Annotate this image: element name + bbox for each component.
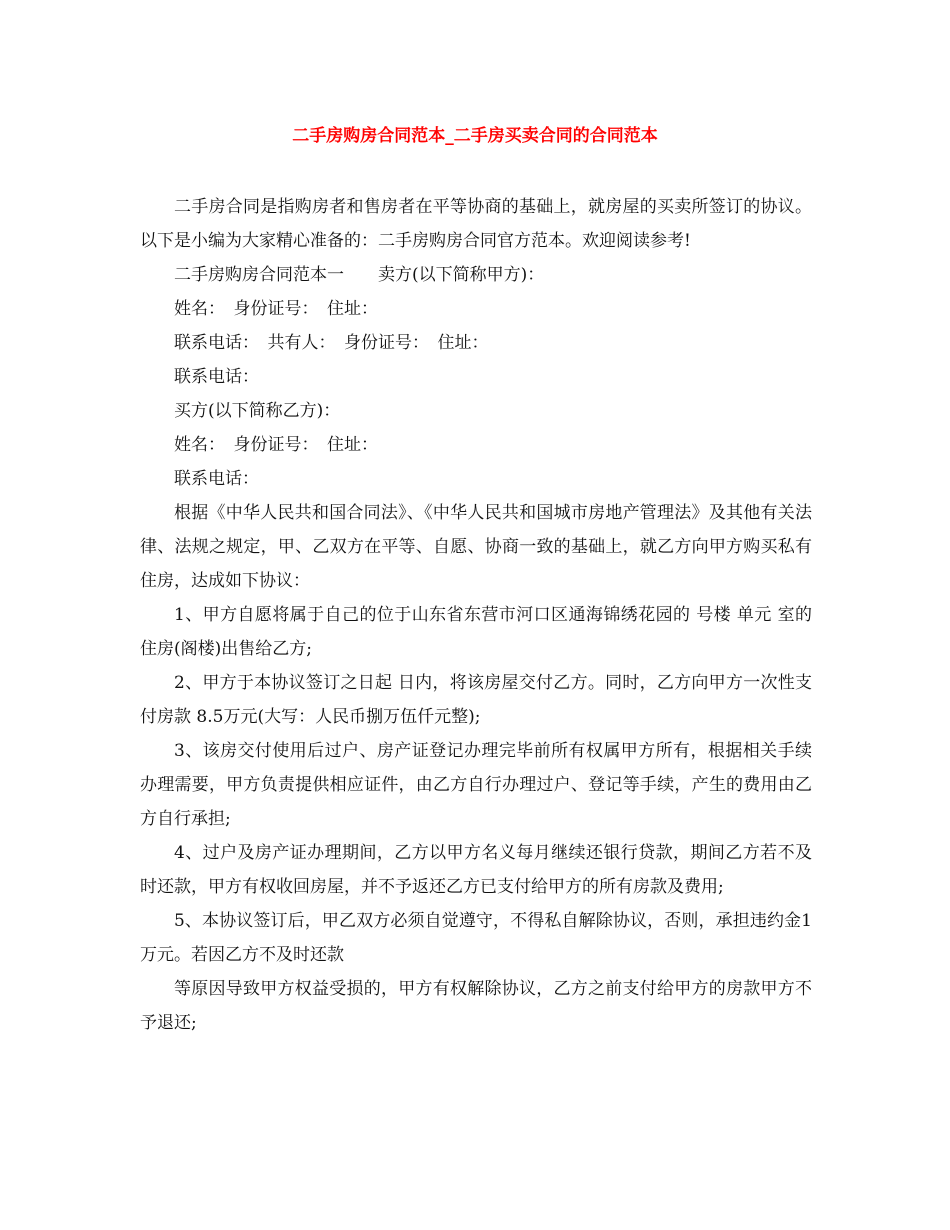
paragraph-buyer-contact: 联系电话： <box>174 469 259 489</box>
paragraph-clause-4: 4、过户及房产证办理期间，乙方以甲方名义每月继续还银行贷款，期间乙方若不及时还款，甲方有权收回房屋，并不予返还乙方已支付给甲方的所有房款及费用; <box>140 843 812 897</box>
paragraph-seller-name: 姓名： 身份证号： 住址： <box>174 299 378 319</box>
paragraph-buyer-name: 姓名： 身份证号： 住址： <box>174 435 378 455</box>
paragraph-clause-3: 3、该房交付使用后过户、房产证登记办理完毕前所有权属甲方所有，根据相关手续办理需要，甲方负责提供相应证件，由乙方自行办理过户、登记等手续，产生的费用由乙方自行承担; <box>140 741 812 829</box>
document-body <box>140 190 812 1040</box>
document-title: 二手房购房合同范本_二手房买卖合同的合同范本 <box>292 126 658 146</box>
paragraph-seller-contact: 联系电话： 共有人： 身份证号： 住址： <box>174 333 489 353</box>
paragraph-buyer-heading: 买方(以下简称乙方)： <box>174 401 341 421</box>
paragraph-intro: 二手房合同是指购房者和售房者在平等协商的基础上，就房屋的买卖所签订的协议。以下是小编为大家精心准备的：二手房购房合同官方范本。欢迎阅读参考! <box>140 197 812 251</box>
paragraph-clause-5-continued: 等原因导致甲方权益受损的，甲方有权解除协议，乙方之前支付给甲方的房款甲方不予退还; <box>140 979 812 1033</box>
paragraph-seller-heading: 二手房购房合同范本一 卖方(以下简称甲方)： <box>174 265 545 285</box>
paragraph-clause-5: 5、本协议签订后，甲乙双方必须自觉遵守，不得私自解除协议，否则，承担违约金1万元。若因乙方不及时还款 <box>140 911 812 965</box>
paragraph-coowner-contact: 联系电话： <box>174 367 259 387</box>
paragraph-clause-2: 2、甲方于本协议签订之日起 日内，将该房屋交付乙方。同时，乙方向甲方一次性支付房款 8.5万元(大写：人民币捌万伍仟元整); <box>140 673 812 727</box>
paragraph-clause-1: 1、甲方自愿将属于自己的位于山东省东营市河口区通海锦绣花园的 号楼 单元 室的住房(阁楼)出售给乙方; <box>140 605 812 659</box>
paragraph-legal-basis: 根据《中华人民共和国合同法》、《中华人民共和国城市房地产管理法》及其他有关法律、法规之规定，甲、乙双方在平等、自愿、协商一致的基础上，就乙方向甲方购买私有住房，达成如下协议： <box>140 503 812 591</box>
